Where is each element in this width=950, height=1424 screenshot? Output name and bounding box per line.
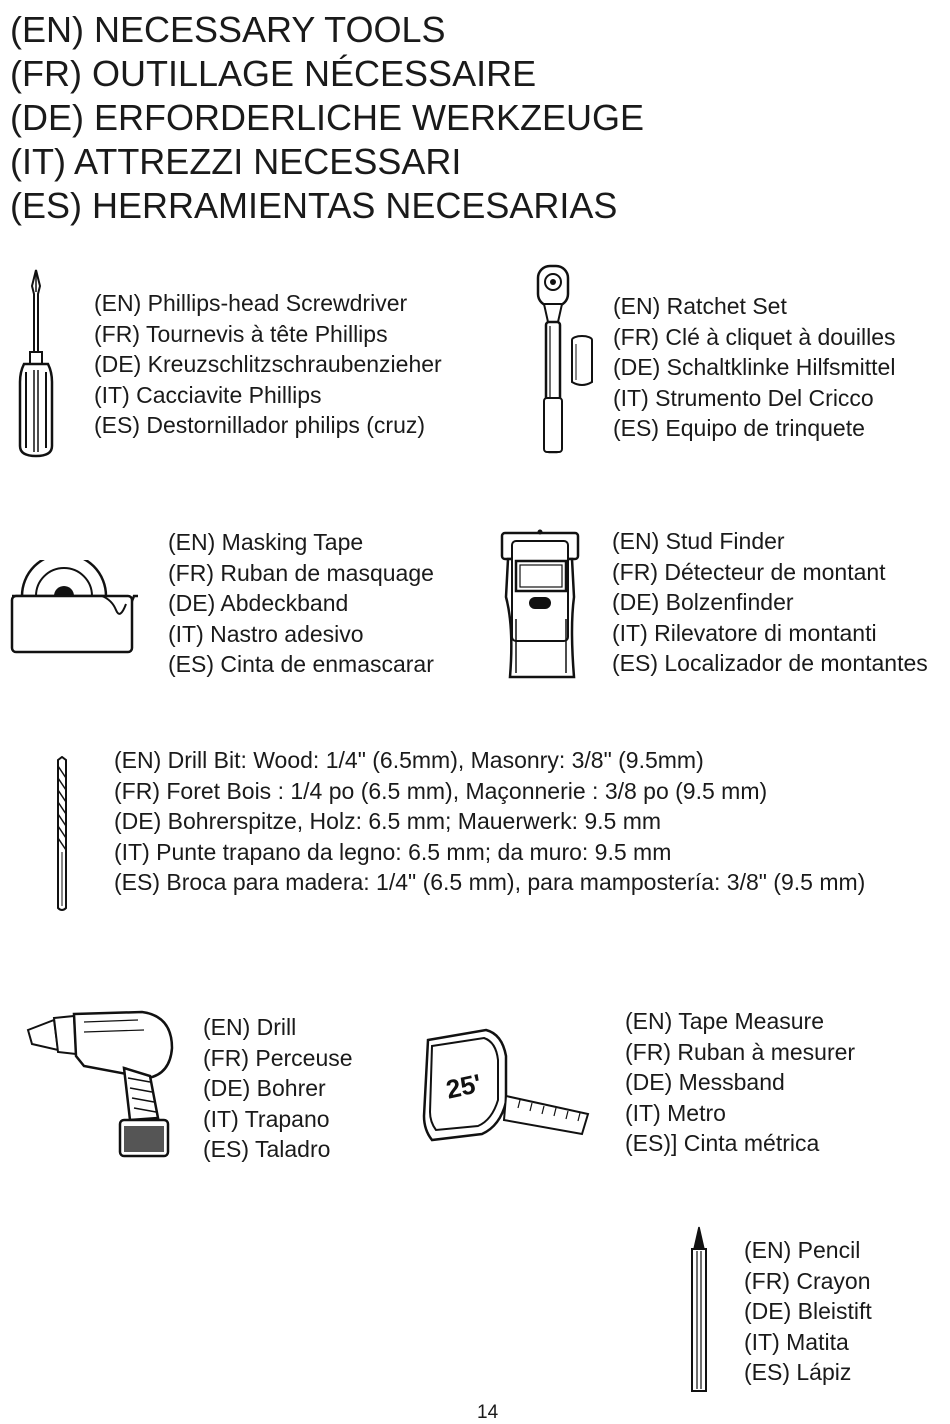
masking-tape-labels <box>168 527 434 680</box>
drill-label-de: (DE) Bohrer <box>203 1075 326 1102</box>
masking-tape-icon <box>8 560 140 656</box>
screwdriver-labels <box>94 288 442 441</box>
tape-measure-label-fr: (FR) Ruban à mesurer <box>625 1038 856 1065</box>
tape-measure-label-it: (IT) Metro <box>625 1099 726 1126</box>
ratchet-set-icon <box>530 264 610 456</box>
drill-bit-label-de: (DE) Bohrerspitze, Holz: 6.5 mm; Mauerwerk: 9.5 mm <box>114 808 662 835</box>
tape-measure-icon <box>420 1026 592 1142</box>
tape-measure-label-de: (DE) Messband <box>625 1069 785 1096</box>
screwdriver-label-de: (DE) Kreuzschlitzschraubenzieher <box>94 351 442 378</box>
pencil-label-es: (ES) Lápiz <box>744 1359 852 1386</box>
tape-label-de: (DE) Abdeckband <box>168 590 349 617</box>
drill-labels <box>203 1012 353 1165</box>
tape-label-it: (IT) Nastro adesivo <box>168 620 364 647</box>
screwdriver-label-it: (IT) Cacciavite Phillips <box>94 381 322 408</box>
screwdriver-icon <box>14 268 58 460</box>
ratchet-label-es: (ES) Equipo de trinquete <box>613 415 865 442</box>
title-fr: (FR) OUTILLAGE NÉCESSAIRE <box>10 53 537 94</box>
page-number: 14 <box>477 1402 499 1423</box>
pencil-label-de: (DE) Bleistift <box>744 1298 872 1325</box>
title-es: (ES) HERRAMIENTAS NECESARIAS <box>10 185 618 226</box>
ratchet-label-en: (EN) Ratchet Set <box>613 293 787 319</box>
drill-bit-label-fr: (FR) Foret Bois : 1/4 po (6.5 mm), Maçonnerie : 3/8 po (9.5 mm) <box>114 777 768 804</box>
tape-label-fr: (FR) Ruban de masquage <box>168 559 434 586</box>
drill-label-fr: (FR) Perceuse <box>203 1044 353 1071</box>
title-de: (DE) ERFORDERLICHE WERKZEUGE <box>10 97 645 138</box>
title-en: (EN) NECESSARY TOOLS <box>10 9 446 50</box>
stud-finder-labels <box>612 526 928 679</box>
pencil-icon <box>684 1225 714 1395</box>
pencil-label-fr: (FR) Crayon <box>744 1267 871 1294</box>
pencil-label-en: (EN) Pencil <box>744 1237 861 1263</box>
tape-measure-label-es: (ES)] Cinta métrica <box>625 1130 820 1157</box>
tape-measure-labels <box>625 1006 855 1159</box>
stud-finder-label-de: (DE) Bolzenfinder <box>612 589 794 616</box>
pencil-labels <box>744 1235 872 1388</box>
drill-bit-labels <box>114 745 865 898</box>
ratchet-label-de: (DE) Schaltklinke Hilfsmittel <box>613 354 896 381</box>
stud-finder-label-en: (EN) Stud Finder <box>612 528 785 554</box>
title-it: (IT) ATTREZZI NECESSARI <box>10 141 462 182</box>
ratchet-label-it: (IT) Strumento Del Cricco <box>613 384 874 411</box>
screwdriver-label-en: (EN) Phillips-head Screwdriver <box>94 290 408 316</box>
drill-bit-label-it: (IT) Punte trapano da legno: 6.5 mm; da muro: 9.5 mm <box>114 838 672 865</box>
ratchet-label-fr: (FR) Clé à cliquet à douilles <box>613 323 896 350</box>
drill-label-it: (IT) Trapano <box>203 1105 330 1132</box>
tape-label-en: (EN) Masking Tape <box>168 529 364 555</box>
screwdriver-label-fr: (FR) Tournevis à tête Phillips <box>94 320 388 347</box>
tape-measure-size-label: 25' <box>443 1067 484 1105</box>
tape-measure-label-en: (EN) Tape Measure <box>625 1008 824 1034</box>
tape-label-es: (ES) Cinta de enmascarar <box>168 651 434 678</box>
drill-bit-label-en: (EN) Drill Bit: Wood: 1/4" (6.5mm), Masonry: 3/8" (9.5mm) <box>114 747 704 773</box>
drill-label-es: (ES) Taladro <box>203 1136 331 1163</box>
drill-bit-icon <box>52 756 72 914</box>
drill-bit-label-es: (ES) Broca para madera: 1/4" (6.5 mm), para mampostería: 3/8" (9.5 mm) <box>114 869 866 896</box>
stud-finder-label-fr: (FR) Détecteur de montant <box>612 558 886 585</box>
stud-finder-label-es: (ES) Localizador de montantes <box>612 650 928 677</box>
screwdriver-label-es: (ES) Destornillador philips (cruz) <box>94 412 426 439</box>
drill-icon <box>24 1008 174 1160</box>
drill-label-en: (EN) Drill <box>203 1014 297 1040</box>
ratchet-set-labels <box>613 291 896 444</box>
stud-finder-icon <box>500 527 582 683</box>
pencil-label-it: (IT) Matita <box>744 1328 849 1355</box>
stud-finder-label-it: (IT) Rilevatore di montanti <box>612 619 877 646</box>
page-title <box>10 8 644 228</box>
